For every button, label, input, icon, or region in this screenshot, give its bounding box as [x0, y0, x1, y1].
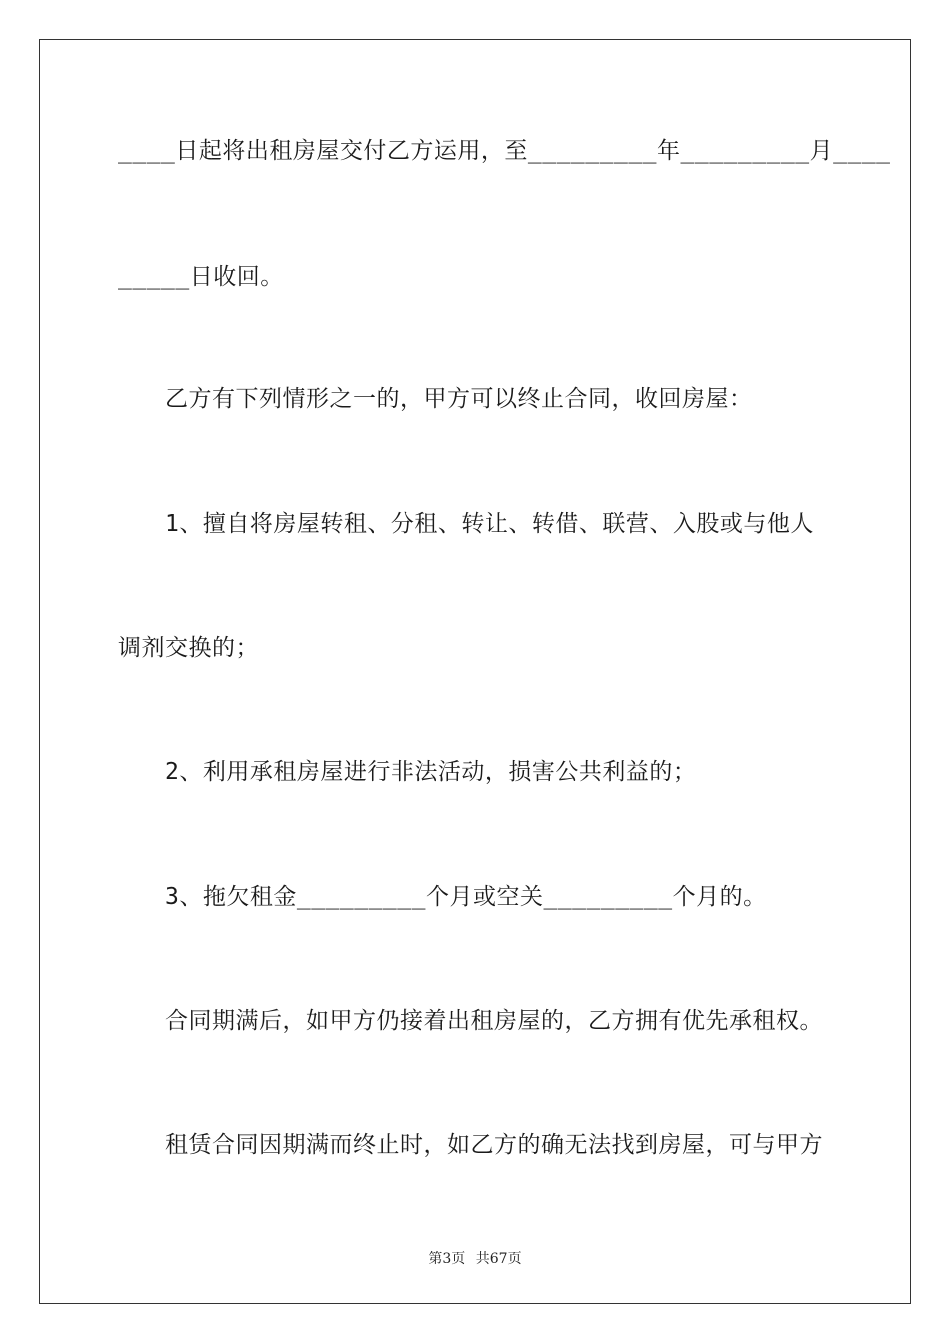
text-line-4: 1、擅自将房屋转租、分租、转让、转借、联营、入股或与他人 [165, 511, 814, 537]
text-line-3: 乙方有下列情形之一的，甲方可以终止合同，收回房屋： [165, 386, 753, 412]
text-line-5: 调剂交换的； [118, 635, 259, 661]
text-line-1: ____日起将出租房屋交付乙方运用，至_________年_________月____ [118, 138, 891, 164]
text-line-6: 2、利用承租房屋进行非法活动，损害公共利益的； [165, 759, 697, 785]
page-footer [0, 1248, 950, 1268]
text-line-9: 租赁合同因期满而终止时，如乙方的确无法找到房屋，可与甲方 [165, 1132, 823, 1158]
page-total: 共67页 [475, 1251, 522, 1267]
page-border [39, 39, 911, 1304]
text-line-7: 3、拖欠租金_________个月或空关_________个月的。 [165, 884, 767, 910]
page-number: 第3页 [428, 1251, 466, 1267]
text-line-8: 合同期满后，如甲方仍接着出租房屋的，乙方拥有优先承租权。 [165, 1008, 823, 1034]
text-line-2: _____日收回。 [118, 264, 284, 290]
